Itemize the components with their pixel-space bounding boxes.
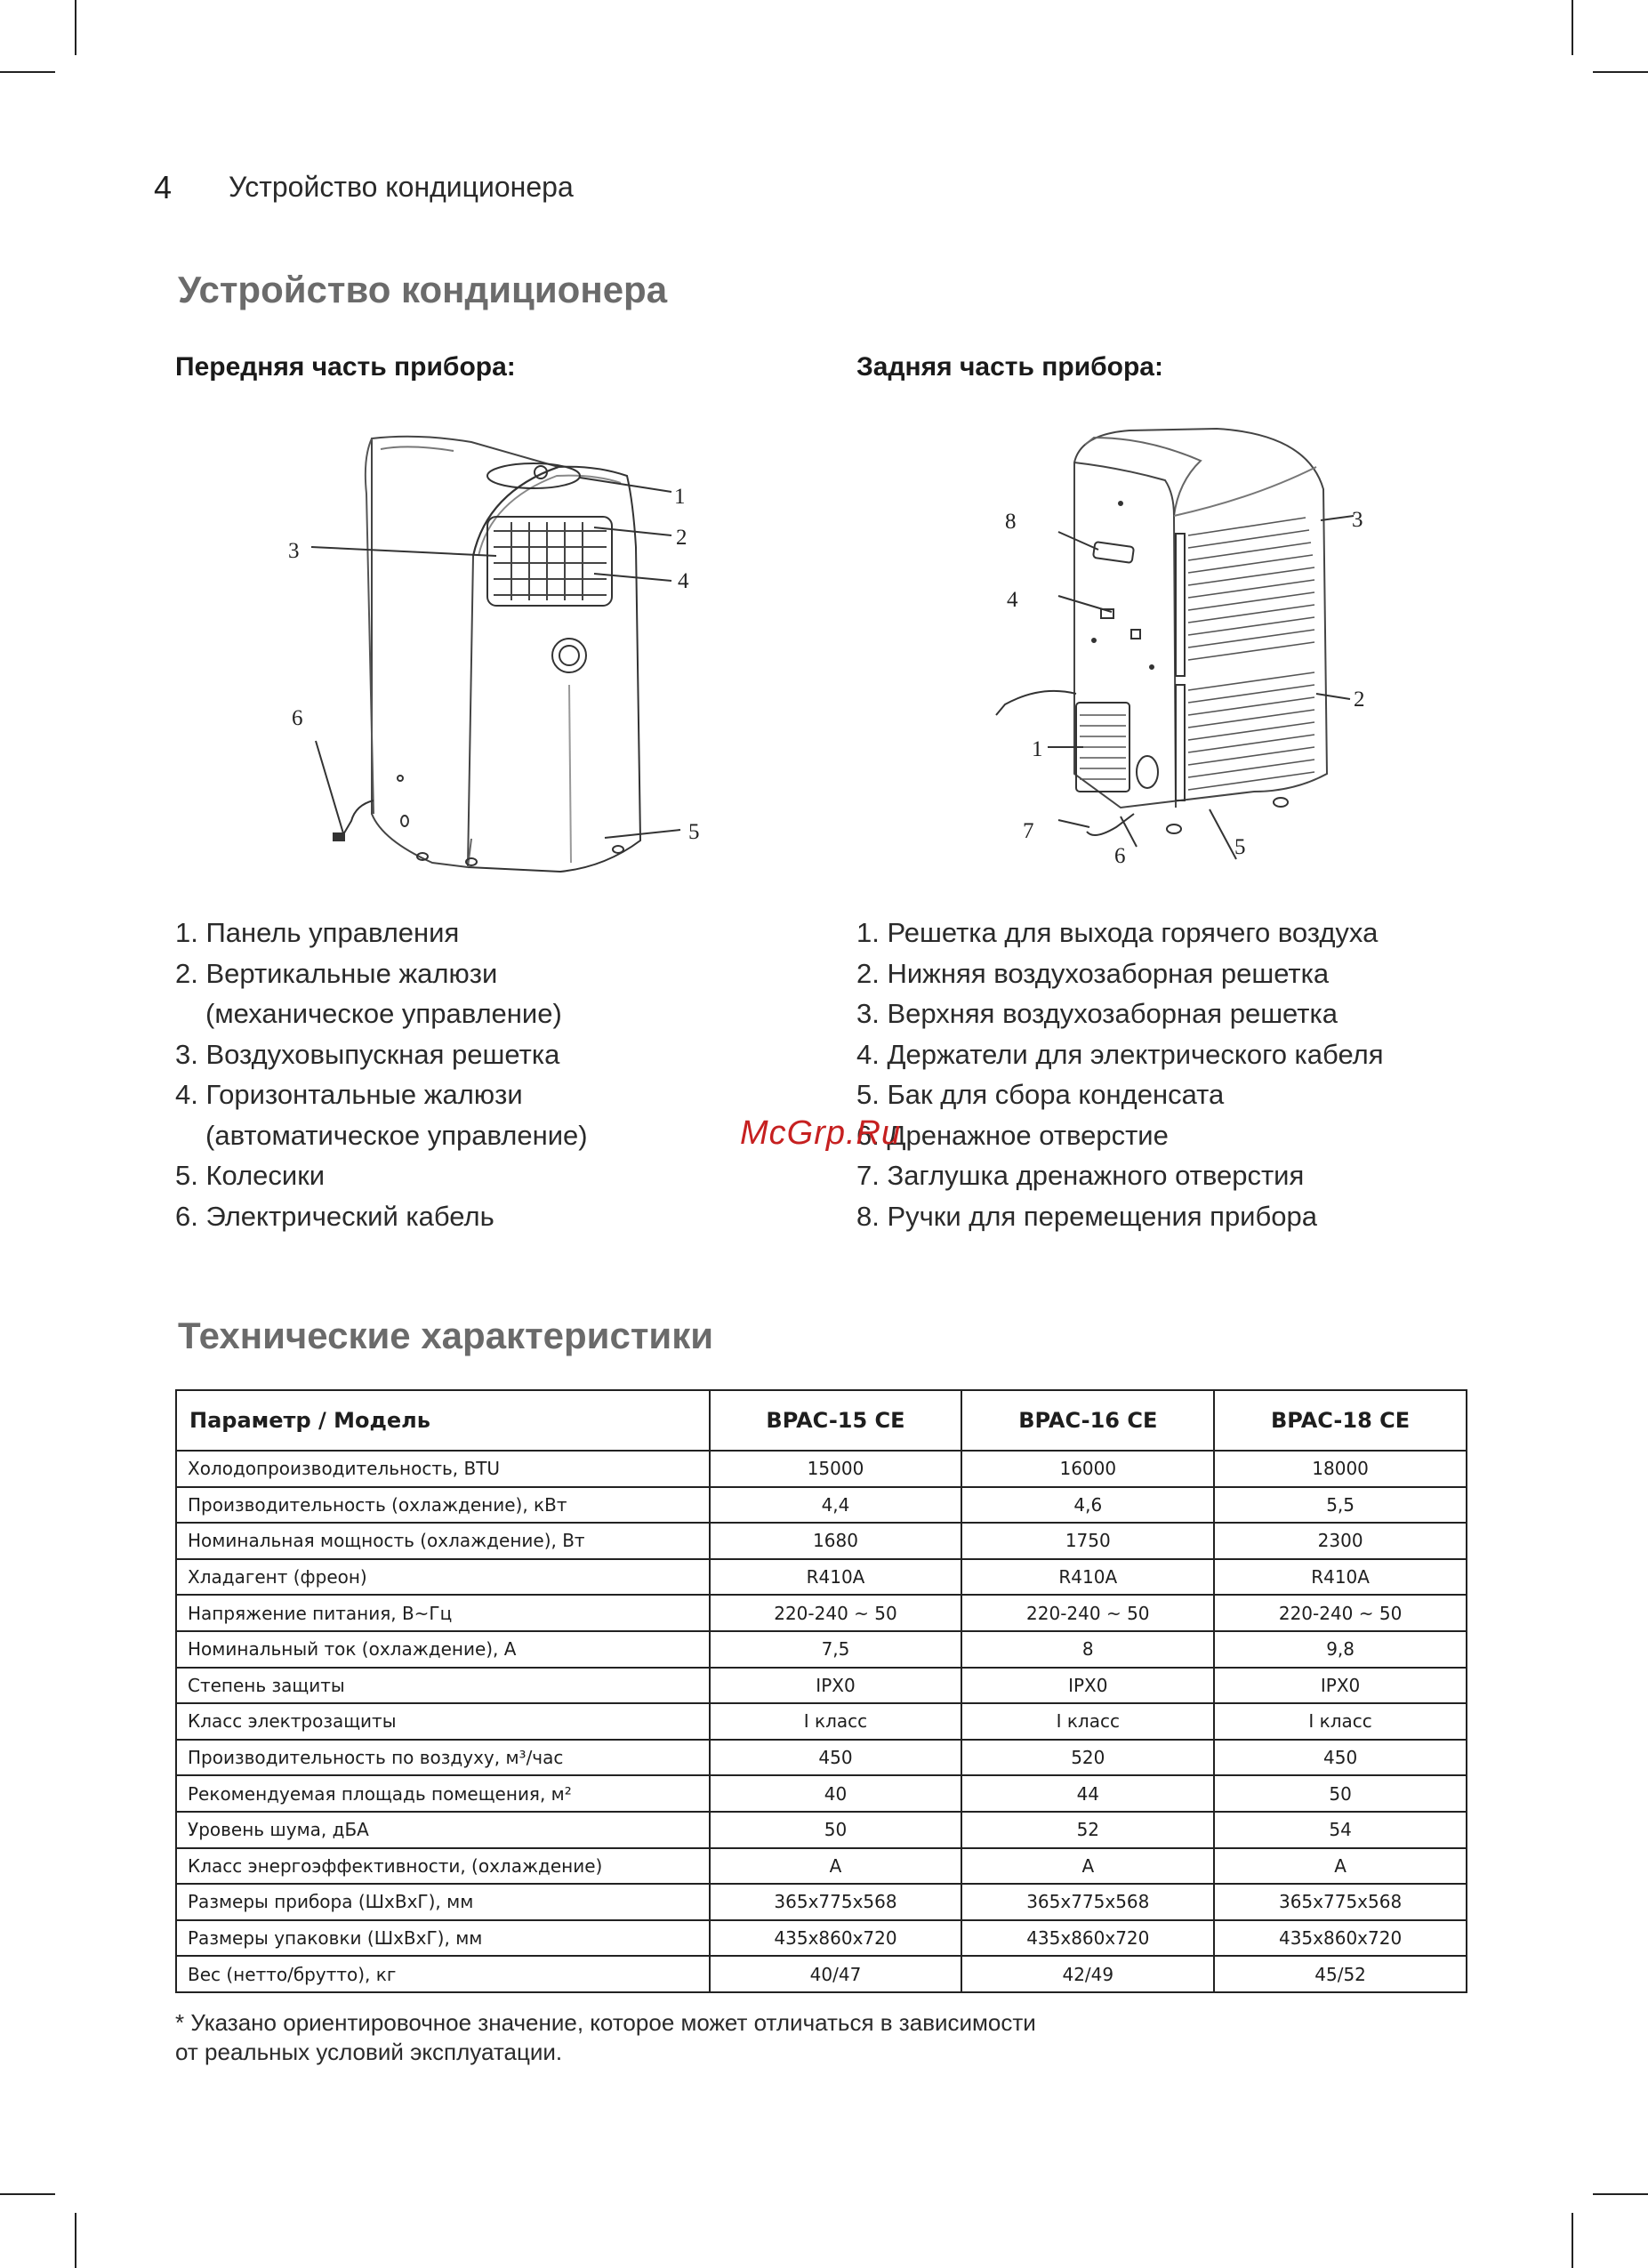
param-cell: Вес (нетто/брутто), кг	[176, 1956, 710, 1992]
crop-mark	[0, 71, 55, 73]
value-cell: 1750	[961, 1523, 1214, 1559]
table-header-row	[176, 1390, 1467, 1451]
list-item: 3. Воздуховыпускная решетка	[175, 1038, 560, 1070]
value-cell: R410A	[710, 1559, 962, 1596]
front-callout-5: 5	[688, 820, 700, 844]
value-cell: 435х860х720	[710, 1920, 962, 1957]
header-cell: Параметр / Модель	[176, 1390, 710, 1451]
param-cell: Холодопроизводительность, BTU	[176, 1451, 710, 1487]
value-cell: 40/47	[710, 1956, 962, 1992]
running-title: Устройство кондиционера	[229, 171, 574, 203]
table-row	[176, 1812, 1467, 1848]
back-callout-5: 5	[1234, 835, 1246, 859]
list-item: 1. Панель управления	[175, 917, 460, 948]
list-item: 6. Дренажное отверстие	[856, 1119, 1169, 1151]
param-cell: Номинальный ток (охлаждение), А	[176, 1631, 710, 1668]
footnote-line: от реальных условий эксплуатации.	[175, 2039, 563, 2065]
value-cell: 365х775х568	[710, 1884, 962, 1920]
back-callout-1: 1	[1032, 737, 1043, 761]
value-cell: 220-240 ~ 50	[1214, 1595, 1467, 1631]
page-number: 4	[154, 169, 173, 205]
table-row	[176, 1559, 1467, 1596]
value-cell: 40	[710, 1775, 962, 1812]
section-title: Устройство кондиционера	[178, 269, 668, 310]
value-cell: 5,5	[1214, 1487, 1467, 1524]
value-cell: 18000	[1214, 1451, 1467, 1487]
table-row	[176, 1631, 1467, 1668]
back-callout-7: 7	[1023, 819, 1034, 843]
param-cell: Уровень шума, дБА	[176, 1812, 710, 1848]
front-callout-4: 4	[678, 569, 689, 593]
back-callout-4: 4	[1007, 588, 1018, 612]
value-cell: A	[961, 1848, 1214, 1885]
list-item: 5. Колесики	[175, 1160, 326, 1191]
crop-mark	[1572, 2213, 1573, 2268]
crop-mark	[1593, 71, 1648, 73]
value-cell: 50	[710, 1812, 962, 1848]
back-subtitle: Задняя часть прибора:	[856, 352, 1163, 382]
value-cell: 435х860х720	[961, 1920, 1214, 1957]
table-row	[176, 1775, 1467, 1812]
value-cell: 52	[961, 1812, 1214, 1848]
list-item: 4. Горизонтальные жалюзи	[175, 1079, 523, 1110]
value-cell: I класс	[710, 1703, 962, 1740]
list-item: 7. Заглушка дренажного отверстия	[856, 1160, 1305, 1191]
value-cell: 42/49	[961, 1956, 1214, 1992]
param-cell: Класс энергоэффективности, (охлаждение)	[176, 1848, 710, 1885]
param-cell: Размеры прибора (ШхВхГ), мм	[176, 1884, 710, 1920]
list-item: 8. Ручки для перемещения прибора	[856, 1200, 1317, 1232]
value-cell: R410A	[1214, 1559, 1467, 1596]
value-cell: I класс	[1214, 1703, 1467, 1740]
value-cell: 4,4	[710, 1487, 962, 1524]
crop-mark	[1572, 0, 1573, 55]
front-view-diagram	[267, 422, 729, 885]
crop-mark	[75, 0, 76, 55]
value-cell: 8	[961, 1631, 1214, 1668]
crop-mark	[1593, 2193, 1648, 2195]
value-cell: 220-240 ~ 50	[961, 1595, 1214, 1631]
param-cell: Размеры упаковки (ШхВхГ), мм	[176, 1920, 710, 1957]
value-cell: A	[710, 1848, 962, 1885]
table-row	[176, 1920, 1467, 1957]
crop-mark	[75, 2213, 76, 2268]
table-body	[176, 1451, 1467, 1992]
back-callout-3: 3	[1352, 508, 1363, 532]
watermark: McGrp.Ru	[740, 1114, 902, 1152]
list-item: 1. Решетка для выхода горячего воздуха	[856, 917, 1379, 948]
value-cell: IPX0	[710, 1668, 962, 1704]
specs-title: Технические характеристики	[178, 1315, 714, 1356]
table-row	[176, 1595, 1467, 1631]
value-cell: 50	[1214, 1775, 1467, 1812]
value-cell: A	[1214, 1848, 1467, 1885]
header-cell: BPAC-15 CE	[710, 1390, 962, 1451]
value-cell: 435х860х720	[1214, 1920, 1467, 1957]
table-row	[176, 1451, 1467, 1487]
value-cell: IPX0	[1214, 1668, 1467, 1704]
value-cell: 15000	[710, 1451, 962, 1487]
value-cell: I класс	[961, 1703, 1214, 1740]
table-row	[176, 1668, 1467, 1704]
header-cell: BPAC-16 CE	[961, 1390, 1214, 1451]
value-cell: 365х775х568	[961, 1884, 1214, 1920]
value-cell: 9,8	[1214, 1631, 1467, 1668]
list-item: 6. Электрический кабель	[175, 1200, 494, 1232]
value-cell: 44	[961, 1775, 1214, 1812]
param-cell: Производительность (охлаждение), кВт	[176, 1487, 710, 1524]
param-cell: Номинальная мощность (охлаждение), Вт	[176, 1523, 710, 1559]
table-row	[176, 1848, 1467, 1885]
value-cell: 16000	[961, 1451, 1214, 1487]
front-parts-list	[175, 913, 588, 1236]
param-cell: Рекомендуемая площадь помещения, м²	[176, 1775, 710, 1812]
table-row	[176, 1703, 1467, 1740]
table-row	[176, 1487, 1467, 1524]
specs-table	[175, 1389, 1467, 1993]
param-cell: Хладагент (фреон)	[176, 1559, 710, 1596]
list-item: 2. Вертикальные жалюзи	[175, 957, 498, 989]
back-callout-8: 8	[1005, 510, 1017, 534]
list-item: (механическое управление)	[205, 998, 562, 1029]
value-cell: IPX0	[961, 1668, 1214, 1704]
list-item: 3. Верхняя воздухозаборная решетка	[856, 998, 1338, 1029]
param-cell: Напряжение питания, В~Гц	[176, 1595, 710, 1631]
back-view-diagram	[987, 418, 1396, 872]
table-row	[176, 1884, 1467, 1920]
crop-mark	[0, 2193, 55, 2195]
value-cell: 450	[710, 1740, 962, 1776]
list-item: 5. Бак для сбора конденсата	[856, 1079, 1225, 1110]
back-parts-list	[856, 913, 1384, 1236]
value-cell: 45/52	[1214, 1956, 1467, 1992]
value-cell: 54	[1214, 1812, 1467, 1848]
value-cell: 365х775х568	[1214, 1884, 1467, 1920]
value-cell: 1680	[710, 1523, 962, 1559]
table-row	[176, 1740, 1467, 1776]
front-callout-1: 1	[674, 485, 686, 509]
footnote-line: * Указано ориентировочное значение, которое может отличаться в зависимости	[175, 2009, 1036, 2036]
list-item: 2. Нижняя воздухозаборная решетка	[856, 957, 1330, 989]
value-cell: 4,6	[961, 1487, 1214, 1524]
table-row	[176, 1956, 1467, 1992]
header-cell: BPAC-18 CE	[1214, 1390, 1467, 1451]
param-cell: Класс электрозащиты	[176, 1703, 710, 1740]
front-subtitle: Передняя часть прибора:	[175, 352, 516, 382]
back-callout-2: 2	[1354, 688, 1365, 712]
front-callout-2: 2	[676, 526, 687, 550]
param-cell: Производительность по воздуху, м³/час	[176, 1740, 710, 1776]
list-item: 4. Держатели для электрического кабеля	[856, 1038, 1384, 1070]
footnote	[175, 2008, 1036, 2067]
value-cell: 2300	[1214, 1523, 1467, 1559]
value-cell: 7,5	[710, 1631, 962, 1668]
back-callout-6: 6	[1114, 844, 1126, 868]
table-row	[176, 1523, 1467, 1559]
value-cell: R410A	[961, 1559, 1214, 1596]
front-callout-6: 6	[292, 706, 303, 730]
list-item: (автоматическое управление)	[205, 1119, 588, 1151]
front-callout-3: 3	[288, 539, 300, 563]
value-cell: 520	[961, 1740, 1214, 1776]
value-cell: 450	[1214, 1740, 1467, 1776]
param-cell: Степень защиты	[176, 1668, 710, 1704]
value-cell: 220-240 ~ 50	[710, 1595, 962, 1631]
